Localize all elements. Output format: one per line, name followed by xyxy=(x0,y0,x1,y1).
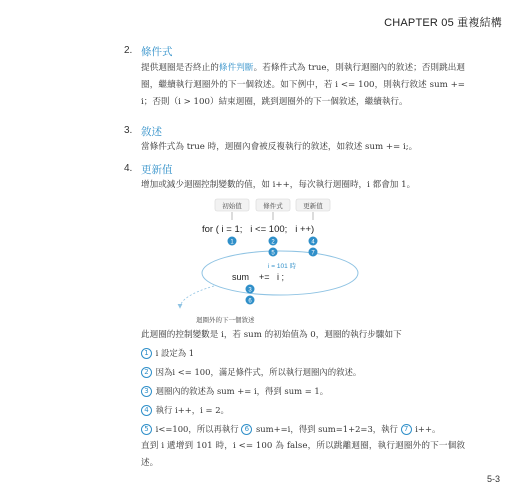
step-text: sum+=i，得到 sum=1+2=3，執行 xyxy=(255,424,398,434)
step-text: i++。 xyxy=(415,424,441,434)
step-text: 因為i <= 100，滿足條件式，所以執行迴圈內的敘述。 xyxy=(155,367,362,377)
step-text: i<=100，所以再執行 xyxy=(155,424,239,434)
chapter-header: CHAPTER 05 重複結構 xyxy=(384,17,502,29)
svg-text:7: 7 xyxy=(311,250,315,257)
svg-text:1: 1 xyxy=(230,239,234,246)
section-number: 4. xyxy=(124,163,133,174)
step-2 xyxy=(141,366,361,378)
section-body-statement: 當條件式為 true 時，迴圈內會被反複執行的敘述，如敘述 sum += i;。 xyxy=(141,142,418,152)
step-marker: 5 xyxy=(141,424,152,435)
loop-label: i = 101 時 xyxy=(268,263,297,270)
step-text: i 設定為 1 xyxy=(155,348,195,358)
marker-6 xyxy=(246,296,255,305)
marker-5 xyxy=(269,248,278,257)
label-update: 更新值 xyxy=(303,203,323,210)
section-title-statement: 敘述 xyxy=(141,126,162,138)
step-marker: 2 xyxy=(141,367,152,378)
step-marker: 6 xyxy=(241,424,252,435)
for-loop-diagram xyxy=(170,196,390,326)
step-marker: 7 xyxy=(401,424,412,435)
marker-2 xyxy=(269,237,278,246)
step-text: 執行 i++，i = 2。 xyxy=(155,405,229,415)
loop-body-statement: sum += i ; xyxy=(232,272,285,282)
svg-text:6: 6 xyxy=(248,298,252,305)
body-text: 提供迴圈是否終止的 xyxy=(141,63,219,73)
svg-text:2: 2 xyxy=(271,239,275,246)
svg-text:4: 4 xyxy=(311,239,315,246)
section-body-condition xyxy=(141,60,465,111)
step-marker: 4 xyxy=(141,405,152,416)
for-statement: for ( i = 1; i <= 100; i ++) xyxy=(202,224,315,235)
step-marker: 3 xyxy=(141,386,152,397)
section-number: 2. xyxy=(124,45,133,56)
label-init: 初始值 xyxy=(222,203,242,210)
exit-label: 迴圈外的下一個敘述 xyxy=(196,317,255,324)
step-marker: 1 xyxy=(141,348,152,359)
marker-7 xyxy=(309,248,318,257)
section-body-update: 增加或減少迴圈控制變數的值，如 i++，每次執行迴圈時，i 都會加 1。 xyxy=(141,180,416,190)
step-1 xyxy=(141,347,194,359)
page-number: 5-3 xyxy=(486,474,500,484)
svg-text:3: 3 xyxy=(248,287,252,294)
marker-4 xyxy=(309,237,318,246)
step-5 xyxy=(141,423,440,435)
marker-3 xyxy=(246,285,255,294)
svg-text:5: 5 xyxy=(271,250,275,257)
step-3 xyxy=(141,385,328,397)
step-4 xyxy=(141,404,229,416)
highlight-term: 條件判斷 xyxy=(218,63,254,73)
step-text: 迴圈內的敘述為 sum += i，得到 sum = 1。 xyxy=(155,386,329,396)
section-number: 3. xyxy=(124,125,133,136)
section-title-condition: 條件式 xyxy=(141,46,173,58)
explain-intro: 此迴圈的控制變數是 i，若 sum 的初始值為 0，迴圈的執行步驟如下 xyxy=(141,330,402,340)
section-title-update: 更新值 xyxy=(141,164,173,176)
marker-1 xyxy=(228,237,237,246)
body-text: 。若條件式為 true，則執行迴圈內的敘述；否則跳出迴圈，繼續執行迴圈外的下一個敘述。如下例中，若 i <= 100，則執行敘述 sum += i；否則（i > 100）結束迴圈，跳到迴圈外的下一個敘述，繼續執行。 xyxy=(141,63,465,107)
label-cond: 條件式 xyxy=(263,203,283,210)
explain-closing: 直到 i 遞增到 101 時，i <= 100 為 false，所以跳離迴圈，執行迴圈外的下一個敘述。 xyxy=(141,441,465,468)
